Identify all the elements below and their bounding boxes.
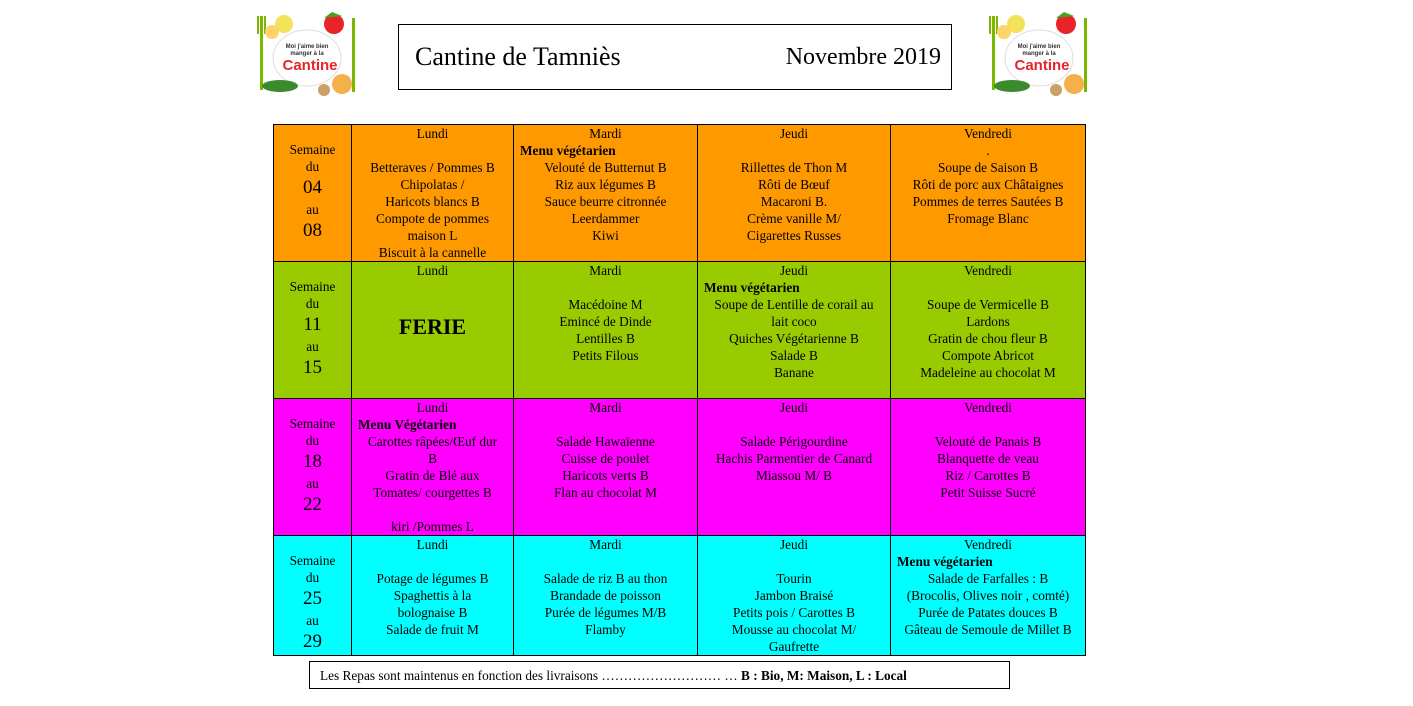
dish-item: Petits pois / Carottes B [733,605,855,620]
svg-text:Cantine: Cantine [1014,57,1070,74]
day-name: Jeudi [779,126,809,141]
dish-item: Gâteau de Semoule de Millet B [904,622,1072,637]
dish-item: Gratin de chou fleur B [928,331,1048,346]
cantine-logo-icon [252,12,362,100]
dish-item [354,501,511,518]
svg-text:manger à la: manger à la [290,51,324,57]
day-cell [891,399,1086,536]
dish-list [700,296,888,381]
dish-item: Blanquette de veau [937,451,1039,466]
dish-item: Brandade de poisson [550,588,661,603]
vegetarian-menu-label [354,279,511,296]
dish-item: kiri /Pommes L [391,519,474,534]
week-start-day: 18 [303,451,322,472]
cantine-logo-right [984,12,1094,100]
vegetarian-menu-label [516,553,695,570]
dish-item: Crème vanille M/ [747,211,841,226]
week-label-cell [274,399,352,536]
dish-list [516,570,695,638]
svg-text:Cantine: Cantine [282,57,338,74]
day-name: Jeudi [779,400,809,415]
dish-list [893,159,1083,227]
vegetarian-menu-label: Menu végétarien [704,280,800,295]
week-row [274,399,1086,536]
dish-item: Chipolatas / [400,177,465,192]
dish-item: Rôti de Bœuf [758,177,830,192]
week-au-label: au [306,339,319,354]
day-name: Vendredi [964,263,1012,278]
vegetarian-menu-label: Menu végétarien [520,143,616,158]
cantine-logo-left [252,12,362,100]
dish-item: Rôti de porc aux Châtaignes [912,177,1064,192]
dish-item: Petits Filous [572,348,639,363]
vegetarian-menu-label [893,416,1083,433]
title-box [398,24,952,90]
dish-item: maison L [407,228,458,243]
dish-item: Velouté de Butternut B [544,160,667,175]
dish-item: Miassou M/ B [755,468,833,483]
day-name: Lundi [416,537,449,552]
day-cell [698,125,891,262]
dish-item: Jambon Braisé [754,588,834,603]
day-cell [514,125,698,262]
vegetarian-menu-label [354,142,511,159]
week-label: Semaine [289,279,336,294]
dish-item: Petit Suisse Sucré [940,485,1036,500]
day-cell [514,536,698,656]
dish-item: Salade Hawaïenne [556,434,655,449]
dish-item: Haricots blancs B [385,194,480,209]
vegetarian-menu-label [700,142,888,159]
dish-item: Potage de légumes B [376,571,489,586]
week-label: Semaine [289,416,336,431]
week-au-label: au [306,202,319,217]
dish-item: Emincé de Dinde [559,314,652,329]
dish-item: Rillettes de Thon M [740,160,848,175]
week-end-day: 15 [303,357,322,378]
dish-list [516,433,695,501]
dish-item: Banane [774,365,814,380]
vegetarian-menu-label [700,416,888,433]
dish-item: Flamby [585,622,626,637]
week-row [274,262,1086,399]
day-name: Jeudi [779,537,809,552]
day-name: Vendredi [964,400,1012,415]
week-row [274,536,1086,656]
dish-item: Macaroni B. [760,194,828,209]
day-name: Lundi [416,126,449,141]
footer-text: Les Repas sont maintenus en fonction des livraisons ……………………… … [320,668,742,683]
page-title: Cantine de Tamniès [415,42,621,71]
dish-item: Cuisse de poulet [561,451,650,466]
dish-list [893,296,1083,381]
day-cell [352,125,514,262]
week-au-label: au [306,476,319,491]
week-au-label: au [306,613,319,628]
dish-item: Salade B [770,348,818,363]
day-name: Lundi [416,400,449,415]
day-cell [891,262,1086,399]
dish-item: Soupe de Vermicelle B [927,297,1049,312]
dish-item: Soupe de Saison B [937,160,1039,175]
week-end-day: 29 [303,631,322,652]
svg-text:Moi j'aime bien: Moi j'aime bien [285,44,329,50]
day-name: Vendredi [964,537,1012,552]
week-end-day: 22 [303,494,322,515]
dish-item: Riz / Carottes B [945,468,1031,483]
dish-list [700,570,888,655]
dish-list [516,159,695,244]
menu-table [273,124,1086,656]
svg-text:manger à la: manger à la [1022,51,1056,57]
dish-item: Biscuit à la cannelle [378,245,487,260]
dish-item: Haricots verts B [562,468,649,483]
day-name: Vendredi [964,126,1012,141]
vegetarian-menu-label [700,553,888,570]
dish-item: Purée de légumes M/B [544,605,667,620]
day-cell [698,262,891,399]
vegetarian-menu-label: Menu végétarien [897,554,993,569]
week-du-label: du [305,433,320,448]
dish-item: lait coco [771,314,817,329]
day-cell [514,399,698,536]
vegetarian-menu-label: . [986,143,990,158]
dish-item: (Brocolis, Olives noir , comté) [906,588,1070,603]
day-cell [352,536,514,656]
dish-item: Soupe de Lentille de corail au [714,297,874,312]
day-cell [891,125,1086,262]
svg-text:Moi j'aime bien: Moi j'aime bien [1017,44,1061,50]
footer-legend-codes: B : Bio, M: Maison, L : Local [741,668,907,683]
dish-item: bolognaise B [397,605,468,620]
dish-item: Tomates/ courgettes B [373,485,492,500]
dish-item: Lentilles B [576,331,635,346]
dish-list [893,570,1083,638]
dish-item: Leerdammer [571,211,640,226]
week-start-day: 11 [303,314,322,335]
dish-item: Salade Périgourdine [740,434,848,449]
week-row [274,125,1086,262]
week-du-label: du [305,296,320,311]
day-name: Jeudi [779,263,809,278]
dish-item: Madeleine au chocolat M [920,365,1056,380]
day-cell [352,262,514,399]
vegetarian-menu-label [893,279,1083,296]
dish-item: Lardons [966,314,1010,329]
dish-item: Mousse au chocolat M/ [731,622,857,637]
vegetarian-menu-label [516,279,695,296]
day-cell [698,536,891,656]
week-start-day: 04 [303,177,322,198]
week-end-day: 08 [303,220,322,241]
dish-list [516,296,695,364]
dish-item: Velouté de Panais B [934,434,1042,449]
day-cell [514,262,698,399]
week-label-cell [274,262,352,399]
day-cell [698,399,891,536]
footer-legend [309,661,1010,689]
month-label: Novembre 2019 [785,44,941,70]
day-name: Mardi [589,400,622,415]
dish-item: Gaufrette [768,639,820,654]
dish-list [354,433,511,535]
dish-item: Compote de pommes [375,211,489,226]
day-cell [352,399,514,536]
dish-item: Sauce beurre citronnée [544,194,667,209]
week-label-cell [274,536,352,656]
vegetarian-menu-label [354,553,511,570]
day-name: Mardi [589,126,622,141]
dish-item: Tourin [776,571,812,586]
dish-item: Carottes râpées/Œuf dur [367,434,498,449]
week-du-label: du [305,570,320,585]
dish-item: Riz aux légumes B [555,177,656,192]
dish-item: Cigarettes Russes [746,228,842,243]
dish-item: Purée de Patates douces B [918,605,1058,620]
dish-item: Hachis Parmentier de Canard [715,451,873,466]
dish-item: Kiwi [592,228,619,243]
week-start-day: 25 [303,588,322,609]
dish-item: Flan au chocolat M [553,485,658,500]
dish-item: Betteraves / Pommes B [370,160,495,175]
dish-item: Compote Abricot [942,348,1034,363]
day-name: Mardi [589,537,622,552]
dish-item: Macédoine M [568,297,643,312]
vegetarian-menu-label [516,416,695,433]
week-label: Semaine [289,142,336,157]
dish-item: Pommes de terres Sautées B [912,194,1064,209]
day-name: Mardi [589,263,622,278]
day-name: Lundi [416,263,449,278]
dish-item: Salade de fruit M [386,622,479,637]
dish-item: B [428,451,437,466]
dish-item: Gratin de Blé aux [385,468,480,483]
dish-list [893,433,1083,501]
dish-list [700,159,888,244]
vegetarian-menu-label: Menu Végétarien [358,417,457,432]
dish-list [354,159,511,261]
dish-list [354,570,511,638]
dish-item: Fromage Blanc [947,211,1029,226]
day-cell [891,536,1086,656]
holiday-label: FERIE [398,314,467,339]
dish-list [700,433,888,484]
dish-item: Salade de riz B au thon [543,571,668,586]
week-label: Semaine [289,553,336,568]
week-label-cell [274,125,352,262]
cantine-logo-icon [984,12,1094,100]
dish-item: Spaghettis à la [393,588,472,603]
week-du-label: du [305,159,320,174]
dish-item: Salade de Farfalles : B [927,571,1049,586]
dish-item: Quiches Végétarienne B [729,331,859,346]
